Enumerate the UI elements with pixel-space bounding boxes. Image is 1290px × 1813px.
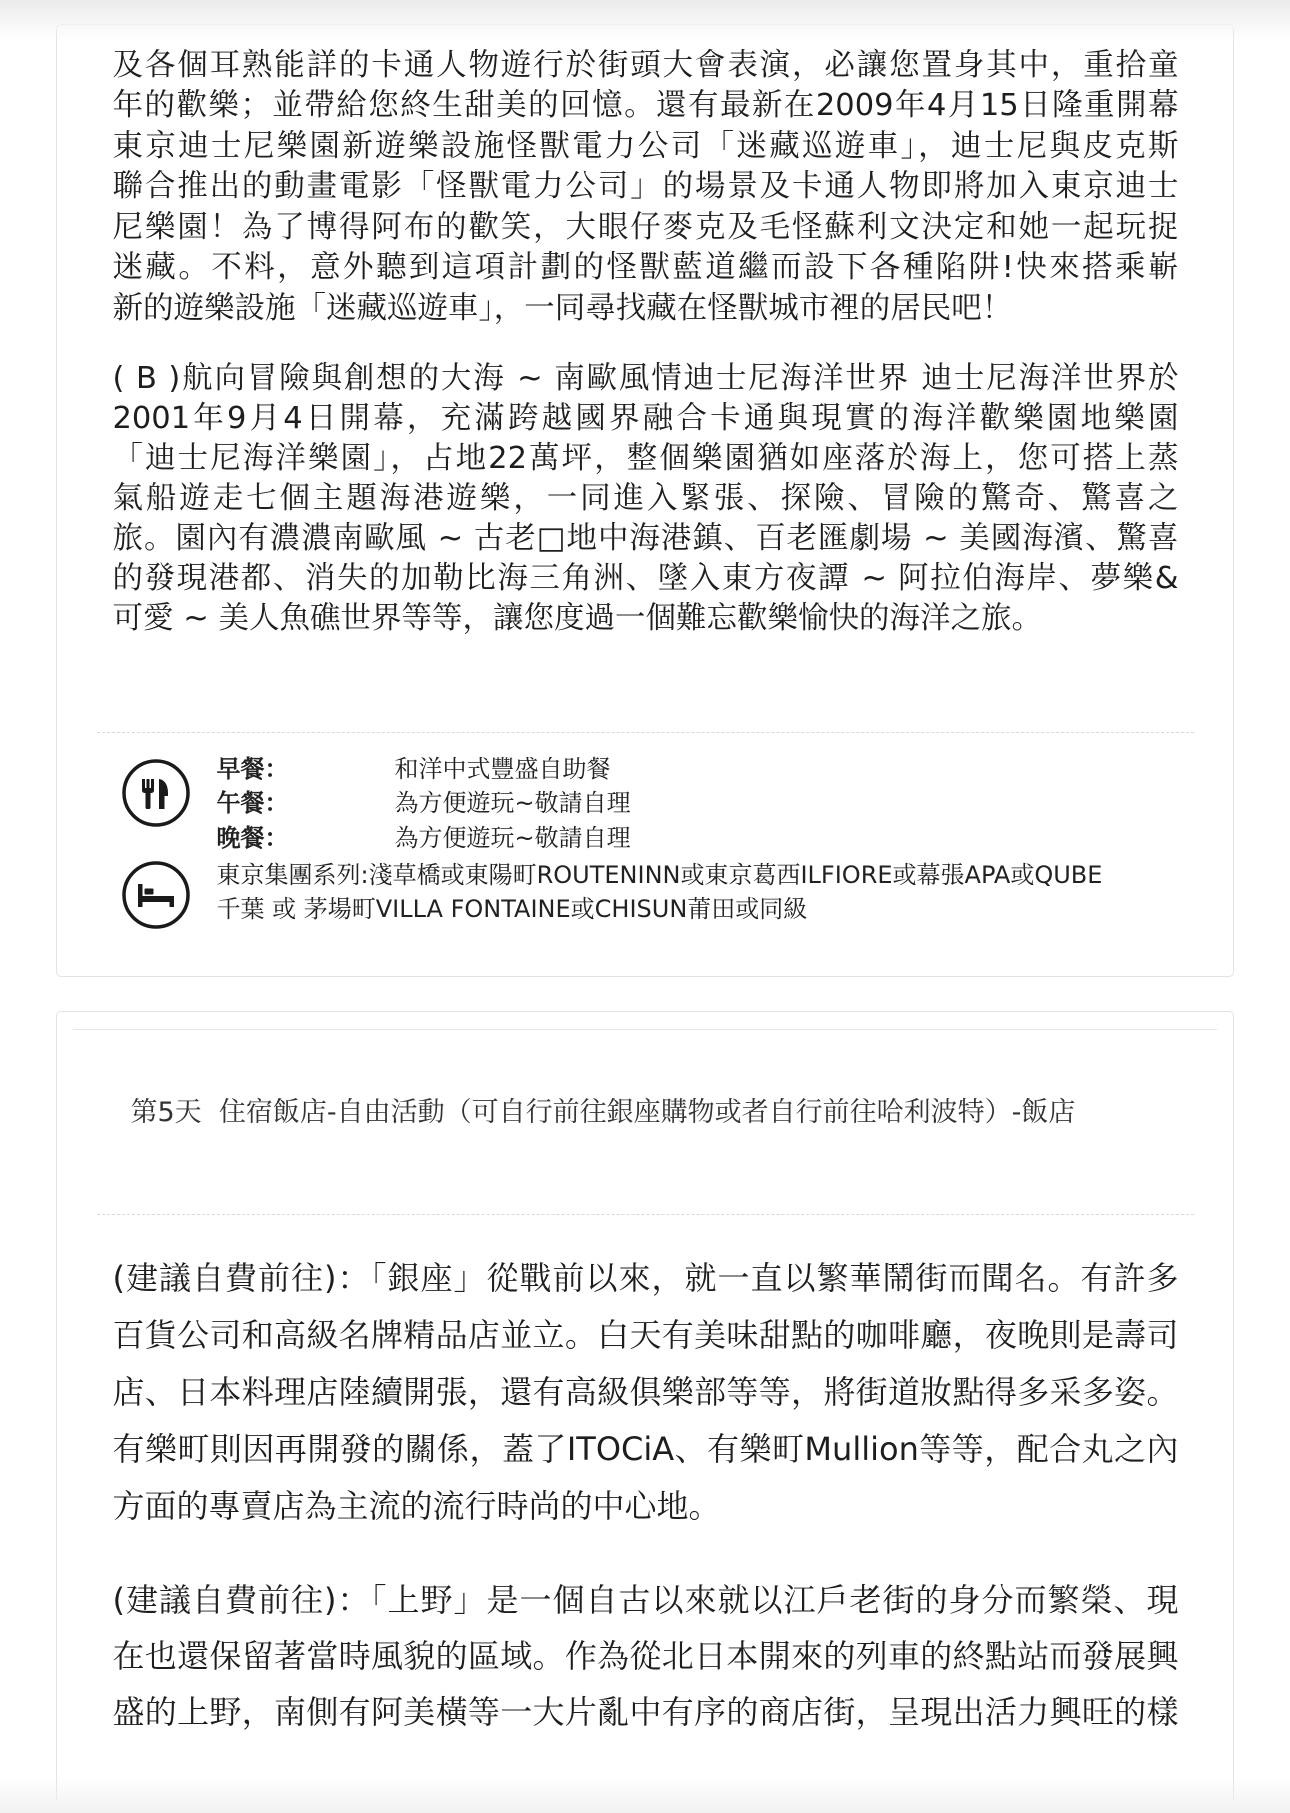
paragraph-line: 方面的專賣店為主流的流行時尚的中心地。 xyxy=(112,1486,721,1525)
hotel-text-line: 東京集團系列:淺草橋或東陽町ROUTENINN或東京葛西ILFIORE或幕張APA或QUBE xyxy=(216,860,1103,889)
breakfast-value: 和洋中式豐盛自助餐 xyxy=(394,754,611,783)
paragraph-line: (建議自費前往)：「銀座」從戰前以來，就一直以繁華鬧街而聞名。有許多 xyxy=(112,1258,1179,1297)
bottom-shade xyxy=(0,1778,1290,1813)
description-paragraph xyxy=(113,359,1179,639)
paragraph-line: 可愛 ~ 美人魚礁世界等等，讓您度過一個難忘歡樂愉快的海洋之旅。 xyxy=(112,600,1042,636)
paragraph-line: 聯合推出的動畫電影「怪獸電力公司」的場景及卡通人物即將加入東京迪士 xyxy=(112,169,1179,204)
day-itinerary-card xyxy=(56,1011,1234,1801)
lunch-label: 午餐： xyxy=(216,789,289,817)
dinner-value: 為方便遊玩~敬請自理 xyxy=(394,823,631,852)
paragraph-line: 店、日本料理店陸續開張，還有高級俱樂部等等，將街道妝點得多采多姿。 xyxy=(112,1372,1179,1411)
paragraph-line: ( B )航向冒險與創想的大海 ~ 南歐風情迪士尼海洋世界 迪士尼海洋世界於 xyxy=(112,360,1179,396)
lunch-value: 為方便遊玩~敬請自理 xyxy=(394,789,631,817)
description-paragraph xyxy=(113,1572,1179,1740)
day-title: 第5天 住宿飯店-自由活動（可自行前往銀座購物或者自行前往哈利波特）-飯店 xyxy=(130,1096,1076,1128)
paragraph-line: 氣船遊走七個主題海港遊樂，一同進入緊張、探險、冒險的驚奇、驚喜之 xyxy=(112,480,1179,516)
card-header-line xyxy=(73,1029,1217,1030)
breakfast-label: 早餐： xyxy=(216,754,289,783)
paragraph-line: 的發現港都、消失的加勒比海三角洲、墜入東方夜譚 ~ 阿拉伯海岸、夢樂& xyxy=(112,560,1179,596)
paragraph-line: 有樂町則因再開發的關係，蓋了ITOCiA、有樂町Mullion等等，配合丸之內 xyxy=(112,1429,1179,1468)
fork-knife-icon xyxy=(121,758,191,828)
paragraph-line: 東京迪士尼樂園新遊樂設施怪獸電力公司「迷藏巡遊車」，迪士尼與皮克斯 xyxy=(112,128,1179,164)
paragraph-line: 在也還保留著當時風貌的區域。作為從北日本開來的列車的終點站而發展興 xyxy=(112,1636,1179,1675)
paragraph-line: 新的遊樂設施「迷藏巡遊車」，一同尋找藏在怪獸城市裡的居民吧！ xyxy=(112,290,1013,326)
itinerary-day-card xyxy=(56,24,1234,977)
paragraph-line: 旅。園內有濃濃南歐風 ~ 古老□地中海港鎮、百老匯劇場 ~ 美國海濱、驚喜 xyxy=(112,520,1179,556)
description-paragraph xyxy=(113,1250,1179,1535)
paragraph-line: 尼樂園！為了博得阿布的歡笑，大眼仔麥克及毛怪蘇利文決定和她一起玩捉 xyxy=(112,209,1179,245)
description-paragraph xyxy=(113,46,1179,330)
hotel-text-line: 千葉 或 茅場町VILLA FONTAINE或CHISUN莆田或同級 xyxy=(216,895,808,923)
top-shade xyxy=(0,0,1290,42)
paragraph-line: 盛的上野，南側有阿美橫等一大片亂中有序的商店街，呈現出活力興旺的樣 xyxy=(112,1692,1179,1731)
paragraph-line: 年的歡樂；並帶給您終生甜美的回憶。還有最新在2009年4月15日隆重開幕 xyxy=(112,88,1179,123)
dashed-divider xyxy=(97,732,1194,733)
paragraph-line: 及各個耳熟能詳的卡通人物遊行於街頭大會表演，必讓您置身其中，重拾童 xyxy=(112,47,1179,83)
bed-icon xyxy=(121,860,191,930)
paragraph-line: 2001年9月4日開幕，充滿跨越國界融合卡通與現實的海洋歡樂園地樂園 xyxy=(112,400,1179,436)
dinner-label: 晚餐： xyxy=(216,823,289,852)
paragraph-line: (建議自費前往)：「上野」是一個自古以來就以江戶老街的身分而繁榮、現 xyxy=(112,1580,1179,1619)
dashed-divider xyxy=(97,1214,1194,1215)
paragraph-line: 百貨公司和高級名牌精品店並立。白天有美味甜點的咖啡廳，夜晚則是壽司 xyxy=(112,1315,1179,1354)
paragraph-line: 迷藏。不料，意外聽到這項計劃的怪獸藍道繼而設下各種陷阱!快來搭乘嶄 xyxy=(112,250,1179,285)
paragraph-line: 「迪士尼海洋樂園」，占地22萬坪，整個樂園猶如座落於海上，您可搭上蒸 xyxy=(112,440,1179,476)
